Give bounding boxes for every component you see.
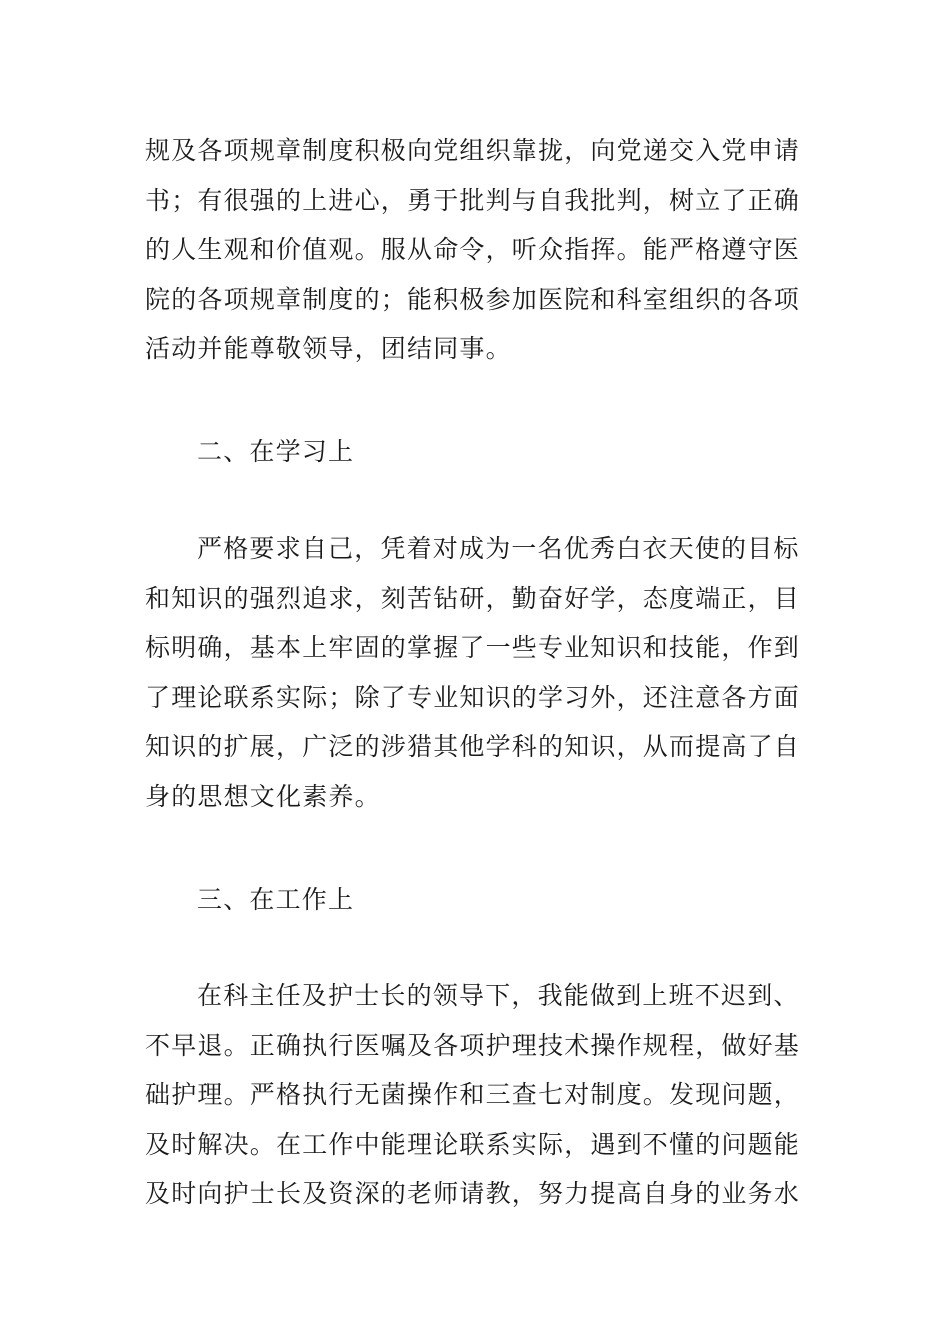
paragraph-line: 书；有很强的上进心，勇于批判与自我批判，树立了正确 xyxy=(145,185,801,215)
paragraph-line: 及时向护士长及资深的老师请教，努力提高自身的业务水 xyxy=(145,1179,801,1208)
paragraph-line: 院的各项规章制度的；能积极参加医院和科室组织的各项 xyxy=(145,284,801,314)
paragraph-line: 础护理。严格执行无菌操作和三查七对制度。发现问题， xyxy=(145,1080,801,1109)
paragraph-political xyxy=(145,126,810,374)
paragraph-line: 不早退。正确执行医嘱及各项护理技术操作规程，做好基 xyxy=(145,1030,801,1060)
paragraph-line: 活动并能尊敬领导，团结同事。 xyxy=(145,334,512,363)
paragraph-line: 身的思想文化素养。 xyxy=(145,781,381,811)
paragraph-work xyxy=(145,971,810,1219)
section-heading-work: 三、在工作上 xyxy=(197,885,355,914)
paragraph-line: 知识的扩展，广泛的涉猎其他学科的知识，从而提高了自 xyxy=(145,732,801,761)
section-heading-study: 二、在学习上 xyxy=(197,437,355,466)
paragraph-line: 及时解决。在工作中能理论联系实际，遇到不懂的问题能 xyxy=(145,1129,801,1159)
paragraph-line: 了理论联系实际；除了专业知识的学习外，还注意各方面 xyxy=(145,682,801,712)
paragraph-line: 标明确，基本上牢固的掌握了一些专业知识和技能，作到 xyxy=(145,633,801,662)
paragraph-line: 规及各项规章制度积极向党组织靠拢，向党递交入党申请 xyxy=(145,136,801,165)
paragraph-study xyxy=(145,524,810,821)
paragraph-line: 在科主任及护士长的领导下，我能做到上班不迟到、 xyxy=(197,981,800,1010)
paragraph-line: 严格要求自己，凭着对成为一名优秀白衣天使的目标 xyxy=(197,534,800,563)
paragraph-line: 和知识的强烈追求，刻苦钻研，勤奋好学，态度端正，目 xyxy=(145,583,801,613)
paragraph-line: 的人生观和价值观。服从命令，听众指挥。能严格遵守医 xyxy=(145,235,801,264)
